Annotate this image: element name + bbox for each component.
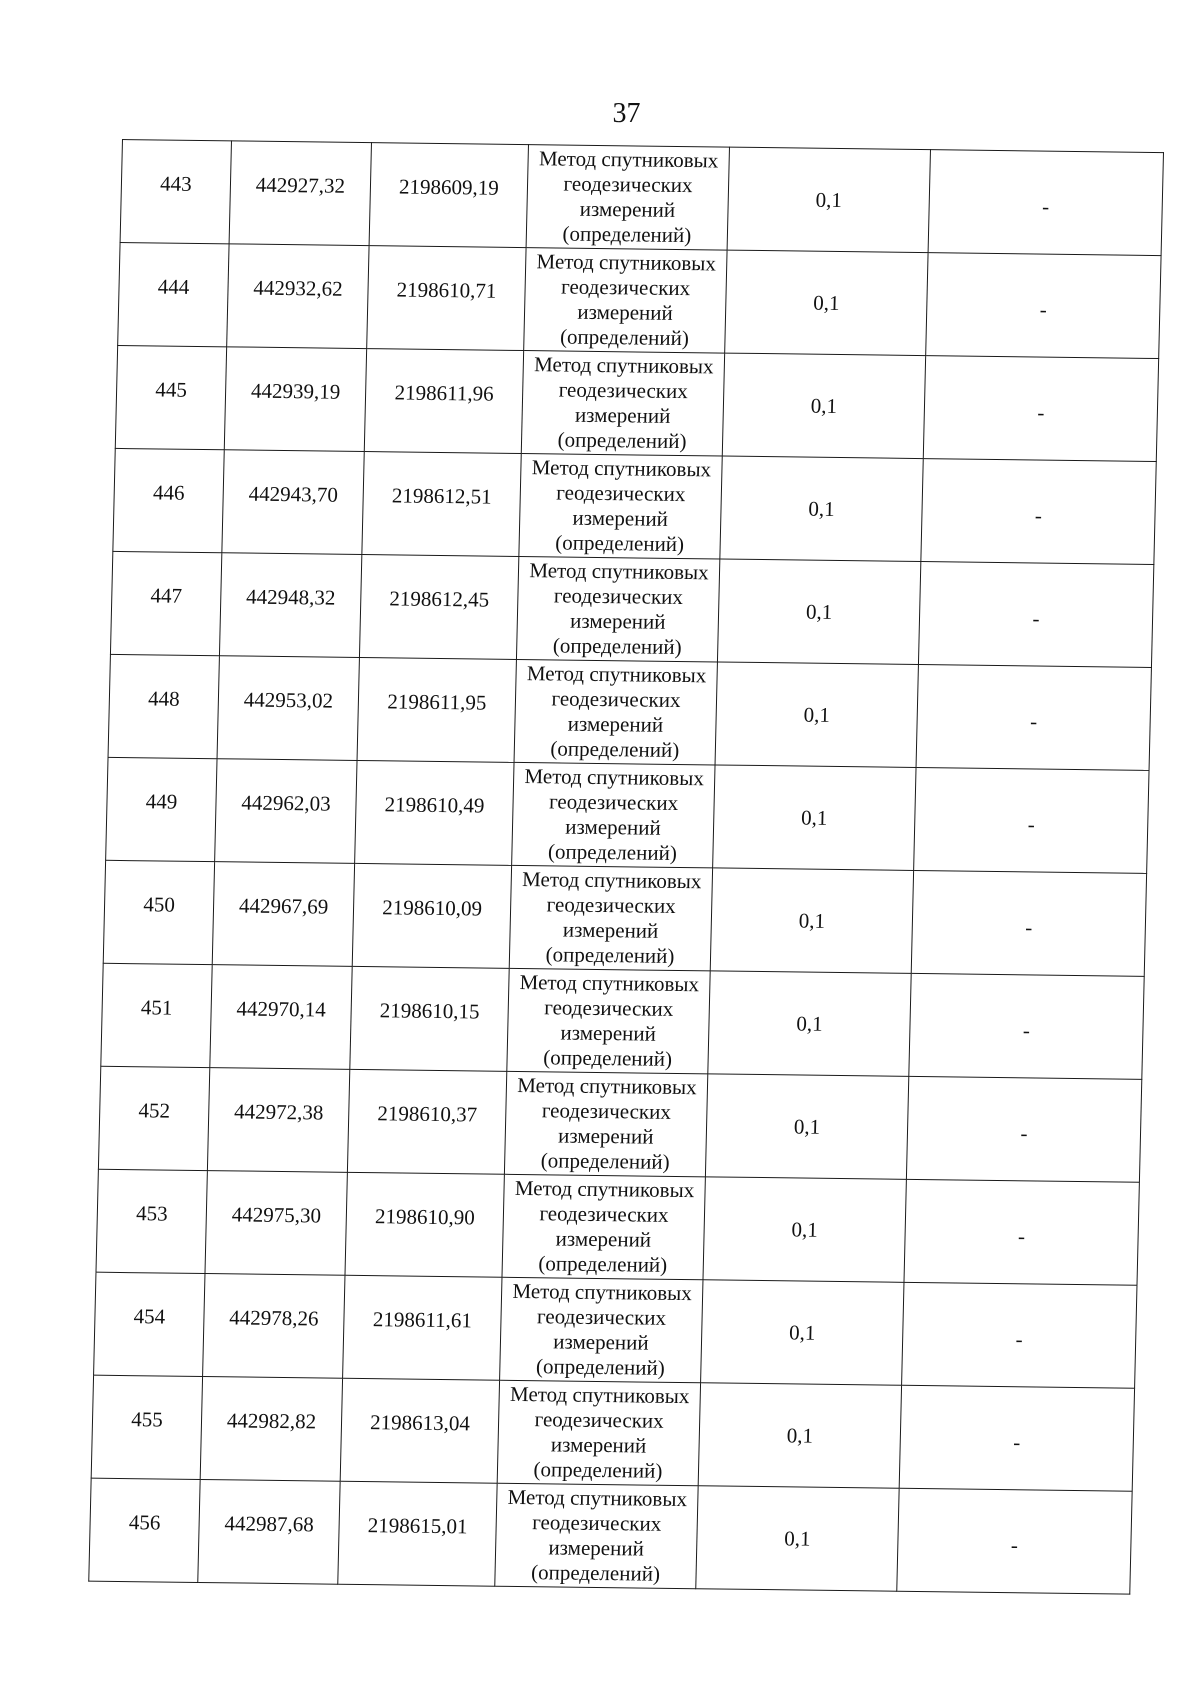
accuracy-cell: [708, 971, 911, 1076]
y-coordinate-cell-value: 2198612,51: [391, 482, 492, 509]
method-line: Метод спутниковых: [512, 1278, 693, 1306]
y-coordinate-cell-value: 2198612,45: [389, 585, 490, 612]
y-coordinate-cell: [343, 1275, 502, 1380]
method-line: (определений): [557, 427, 687, 454]
method-line: Метод спутниковых: [538, 146, 719, 173]
x-coordinate-cell: [219, 553, 361, 658]
accuracy-cell-value: 0,1: [812, 290, 840, 315]
description-cell-value: -: [1041, 194, 1050, 219]
description-cell-value: -: [1020, 1120, 1028, 1145]
x-coordinate-cell: [205, 1171, 347, 1276]
point-number-cell-value: 452: [138, 1097, 171, 1123]
y-coordinate-cell-value: 2198610,71: [396, 276, 497, 303]
method-line: измерений: [567, 711, 664, 737]
y-coordinate-cell: [362, 452, 521, 557]
accuracy-cell-value: 0,1: [803, 702, 831, 727]
method-line: геодезических: [548, 789, 679, 815]
point-number-cell-value: 455: [131, 1406, 164, 1432]
table-row: [98, 1066, 1141, 1182]
point-number-cell-value: 450: [143, 891, 176, 917]
accuracy-cell-value: 0,1: [786, 1422, 814, 1448]
accuracy-cell-value: 0,1: [791, 1216, 819, 1242]
table-row: [113, 448, 1156, 564]
point-number-cell-value: 453: [135, 1200, 168, 1226]
page-number: 37: [612, 98, 641, 129]
description-cell: [921, 459, 1156, 565]
method-cell: [516, 556, 719, 661]
method-line: геодезических: [551, 686, 681, 713]
method-line: измерений: [569, 608, 666, 634]
accuracy-cell-value: 0,1: [808, 496, 835, 521]
point-number-cell-value: 447: [150, 582, 183, 608]
x-coordinate-cell: [207, 1068, 349, 1173]
method-line: (определений): [552, 633, 682, 660]
point-number-cell-value: 454: [133, 1303, 166, 1329]
method-line: измерений: [565, 814, 662, 840]
method-line: Метод спутниковых: [524, 764, 705, 791]
method-cell: [524, 248, 727, 353]
table-row: [118, 242, 1161, 358]
method-line: Метод спутниковых: [536, 249, 717, 276]
y-coordinate-cell: [359, 555, 518, 660]
x-coordinate-cell-value: 442970,14: [236, 995, 327, 1022]
table-row: [94, 1272, 1137, 1388]
method-line: геодезических: [563, 171, 693, 198]
method-line: геодезических: [544, 995, 674, 1021]
x-coordinate-cell-value: 442927,32: [255, 172, 346, 198]
coordinates-table: [88, 139, 1164, 1595]
x-coordinate-cell: [227, 244, 369, 349]
method-cell: [500, 1277, 703, 1382]
x-coordinate-cell: [229, 141, 371, 246]
y-coordinate-cell: [345, 1172, 504, 1277]
y-coordinate-cell-value: 2198611,61: [372, 1306, 473, 1332]
method-line: геодезических: [556, 480, 686, 507]
table-row: [91, 1375, 1134, 1491]
accuracy-cell: [715, 662, 918, 767]
method-line: геодезических: [553, 583, 684, 610]
coordinates-table-body: [89, 140, 1164, 1595]
point-number-cell-value: 446: [152, 479, 185, 505]
accuracy-cell-value: 0,1: [810, 393, 838, 418]
method-line: (определений): [545, 942, 675, 968]
y-coordinate-cell: [350, 966, 509, 1071]
method-line: (определений): [540, 1148, 670, 1174]
x-coordinate-cell: [210, 965, 352, 1070]
method-line: измерений: [553, 1329, 649, 1355]
method-cell: [512, 762, 715, 867]
method-line: (определений): [559, 324, 690, 351]
point-number-cell-value: 449: [145, 788, 178, 814]
method-cell: [497, 1380, 700, 1485]
description-cell: [911, 870, 1146, 976]
description-cell-value: -: [1025, 914, 1033, 939]
x-coordinate-cell: [217, 656, 359, 761]
method-line: Метод спутниковых: [519, 970, 700, 997]
point-number-cell: [94, 1272, 205, 1376]
method-cell: [526, 145, 729, 250]
point-number-cell: [91, 1375, 202, 1479]
accuracy-cell-value: 0,1: [796, 1010, 823, 1036]
x-coordinate-cell-value: 442987,68: [224, 1510, 315, 1536]
method-cell: [509, 865, 712, 970]
table-row: [89, 1478, 1132, 1594]
point-number-cell: [113, 448, 224, 552]
table-row: [106, 757, 1149, 873]
accuracy-cell: [720, 456, 923, 561]
x-coordinate-cell: [200, 1377, 342, 1482]
method-line: Метод спутниковых: [529, 558, 709, 585]
point-number-cell: [96, 1169, 207, 1273]
x-coordinate-cell: [198, 1479, 340, 1584]
method-line: Метод спутниковых: [507, 1484, 688, 1512]
y-coordinate-cell: [357, 657, 516, 762]
y-coordinate-cell-value: 2198609,19: [398, 173, 500, 200]
x-coordinate-cell: [222, 450, 364, 555]
x-coordinate-cell: [224, 347, 366, 452]
description-cell-value: -: [1039, 297, 1048, 322]
description-cell: [902, 1282, 1137, 1388]
method-cell: [507, 968, 710, 1073]
accuracy-cell: [705, 1074, 908, 1179]
method-line: измерений: [562, 917, 659, 943]
method-line: (определений): [542, 1045, 673, 1071]
y-coordinate-cell: [352, 863, 511, 968]
y-coordinate-cell-value: 2198611,95: [387, 688, 487, 715]
description-cell: [897, 1488, 1132, 1594]
method-line: (определений): [555, 530, 685, 557]
description-cell-value: -: [1022, 1017, 1031, 1042]
method-line: геодезических: [536, 1304, 667, 1330]
description-cell-value: -: [1010, 1532, 1019, 1557]
description-cell: [904, 1179, 1139, 1285]
point-number-cell-value: 448: [147, 685, 180, 711]
method-line: измерений: [579, 196, 676, 222]
x-coordinate-cell-value: 442948,32: [245, 584, 336, 610]
method-line: измерений: [560, 1020, 657, 1046]
accuracy-cell: [710, 868, 913, 973]
accuracy-cell-value: 0,1: [800, 805, 828, 830]
description-cell-value: -: [1027, 811, 1036, 836]
accuracy-cell-value: 0,1: [788, 1319, 816, 1345]
method-cell: [502, 1174, 705, 1279]
point-number-cell-value: 451: [140, 994, 173, 1020]
method-line: (определений): [535, 1354, 666, 1380]
method-line: геодезических: [534, 1407, 664, 1433]
x-coordinate-cell: [203, 1274, 345, 1379]
x-coordinate-cell: [215, 759, 357, 864]
description-cell: [918, 562, 1153, 668]
y-coordinate-cell: [347, 1069, 506, 1174]
y-coordinate-cell-value: 2198615,01: [367, 1512, 468, 1538]
description-cell-value: -: [1037, 400, 1045, 425]
method-line: геодезических: [541, 1098, 672, 1124]
accuracy-cell: [725, 250, 928, 355]
point-number-cell: [106, 757, 217, 861]
accuracy-cell-value: 0,1: [793, 1113, 821, 1139]
method-line: Метод спутниковых: [517, 1072, 697, 1100]
accuracy-cell: [717, 559, 920, 664]
accuracy-cell: [701, 1280, 904, 1385]
description-cell: [914, 767, 1149, 873]
method-line: измерений: [555, 1226, 652, 1252]
point-number-cell-value: 444: [157, 273, 190, 299]
x-coordinate-cell-value: 442978,26: [229, 1304, 319, 1330]
x-coordinate-cell-value: 442982,82: [226, 1407, 317, 1433]
y-coordinate-cell: [340, 1378, 499, 1483]
method-line: (определений): [562, 221, 692, 248]
y-coordinate-cell: [369, 143, 528, 248]
accuracy-cell: [713, 765, 916, 870]
point-number-cell-value: 445: [155, 376, 188, 402]
y-coordinate-cell-value: 2198610,37: [377, 1100, 478, 1126]
y-coordinate-cell: [364, 349, 523, 454]
method-line: Метод спутниковых: [514, 1175, 695, 1203]
method-line: измерений: [574, 402, 671, 428]
x-coordinate-cell-value: 442932,62: [253, 275, 343, 301]
x-coordinate-cell: [212, 862, 354, 967]
point-number-cell: [110, 551, 221, 655]
method-line: (определений): [547, 839, 678, 865]
y-coordinate-cell: [338, 1481, 497, 1586]
method-cell: [519, 454, 722, 559]
accuracy-cell-value: 0,1: [815, 187, 843, 212]
description-cell-value: -: [1032, 605, 1040, 631]
table-row: [101, 963, 1144, 1079]
table-row: [110, 551, 1153, 667]
description-cell: [899, 1385, 1134, 1491]
description-cell-value: -: [1029, 708, 1038, 733]
point-number-cell-value: 443: [159, 170, 193, 196]
point-number-cell: [103, 860, 214, 964]
point-number-cell: [89, 1478, 200, 1582]
method-line: измерений: [557, 1123, 654, 1149]
description-cell-value: -: [1013, 1429, 1021, 1454]
method-line: (определений): [533, 1457, 663, 1483]
y-coordinate-cell: [367, 246, 526, 351]
method-cell: [514, 659, 717, 764]
description-cell-value: -: [1034, 502, 1043, 528]
y-coordinate-cell-value: 2198610,90: [374, 1203, 476, 1229]
point-number-cell-value: 456: [128, 1509, 161, 1534]
point-number-cell: [101, 963, 212, 1067]
point-number-cell: [98, 1066, 209, 1170]
point-number-cell: [120, 140, 231, 244]
x-coordinate-cell-value: 442972,38: [233, 1098, 324, 1125]
method-line: (определений): [538, 1251, 668, 1277]
method-line: (определений): [530, 1560, 661, 1586]
x-coordinate-cell-value: 442975,30: [231, 1201, 322, 1227]
method-cell: [521, 351, 724, 456]
x-coordinate-cell-value: 442943,70: [248, 481, 339, 507]
description-cell: [909, 973, 1144, 1079]
x-coordinate-cell-value: 442953,02: [243, 687, 334, 713]
x-coordinate-cell-value: 442939,19: [250, 378, 341, 404]
method-line: (определений): [550, 736, 680, 762]
accuracy-cell-value: 0,1: [805, 599, 833, 624]
y-coordinate-cell-value: 2198610,09: [381, 894, 483, 921]
method-line: геодезических: [560, 274, 691, 301]
accuracy-cell: [722, 353, 925, 458]
point-number-cell: [108, 654, 219, 758]
description-cell: [916, 665, 1151, 771]
table-row: [115, 345, 1158, 461]
table-row: [96, 1169, 1139, 1285]
method-line: Метод спутниковых: [521, 867, 702, 894]
description-cell-value: -: [1015, 1326, 1023, 1351]
accuracy-cell: [727, 147, 930, 252]
accuracy-cell-value: 0,1: [784, 1525, 811, 1551]
description-cell: [923, 356, 1158, 462]
x-coordinate-cell-value: 442962,03: [241, 790, 331, 816]
accuracy-cell: [698, 1383, 901, 1488]
accuracy-cell-value: 0,1: [798, 908, 826, 933]
method-line: геодезических: [558, 377, 689, 404]
y-coordinate-cell: [355, 760, 514, 865]
method-cell: [504, 1071, 707, 1176]
method-line: измерений: [572, 505, 669, 531]
table-row: [103, 860, 1146, 976]
method-cell: [495, 1483, 698, 1588]
y-coordinate-cell-value: 2198610,49: [384, 791, 485, 818]
x-coordinate-cell-value: 442967,69: [238, 892, 329, 919]
method-line: Метод спутниковых: [533, 352, 714, 379]
method-line: измерений: [548, 1535, 645, 1561]
y-coordinate-cell-value: 2198613,04: [369, 1409, 471, 1435]
point-number-cell: [115, 345, 226, 449]
method-line: геодезических: [546, 892, 677, 918]
description-cell-value: -: [1017, 1223, 1026, 1248]
method-line: измерений: [550, 1432, 647, 1458]
method-line: Метод спутниковых: [531, 455, 712, 482]
description-cell: [928, 150, 1163, 256]
y-coordinate-cell-value: 2198611,96: [394, 379, 494, 406]
method-line: Метод спутниковых: [509, 1381, 690, 1409]
method-line: измерений: [577, 299, 674, 325]
accuracy-cell: [696, 1486, 899, 1591]
method-line: геодезических: [531, 1510, 662, 1536]
coordinates-table-wrapper: [88, 139, 1157, 1595]
point-number-cell: [118, 242, 229, 346]
description-cell: [926, 253, 1161, 359]
method-line: Метод спутниковых: [526, 661, 707, 688]
table-row: [108, 654, 1151, 770]
table-row: [120, 140, 1163, 256]
description-cell: [906, 1076, 1141, 1182]
method-line: геодезических: [539, 1201, 669, 1227]
accuracy-cell: [703, 1177, 906, 1282]
y-coordinate-cell-value: 2198610,15: [379, 997, 480, 1023]
